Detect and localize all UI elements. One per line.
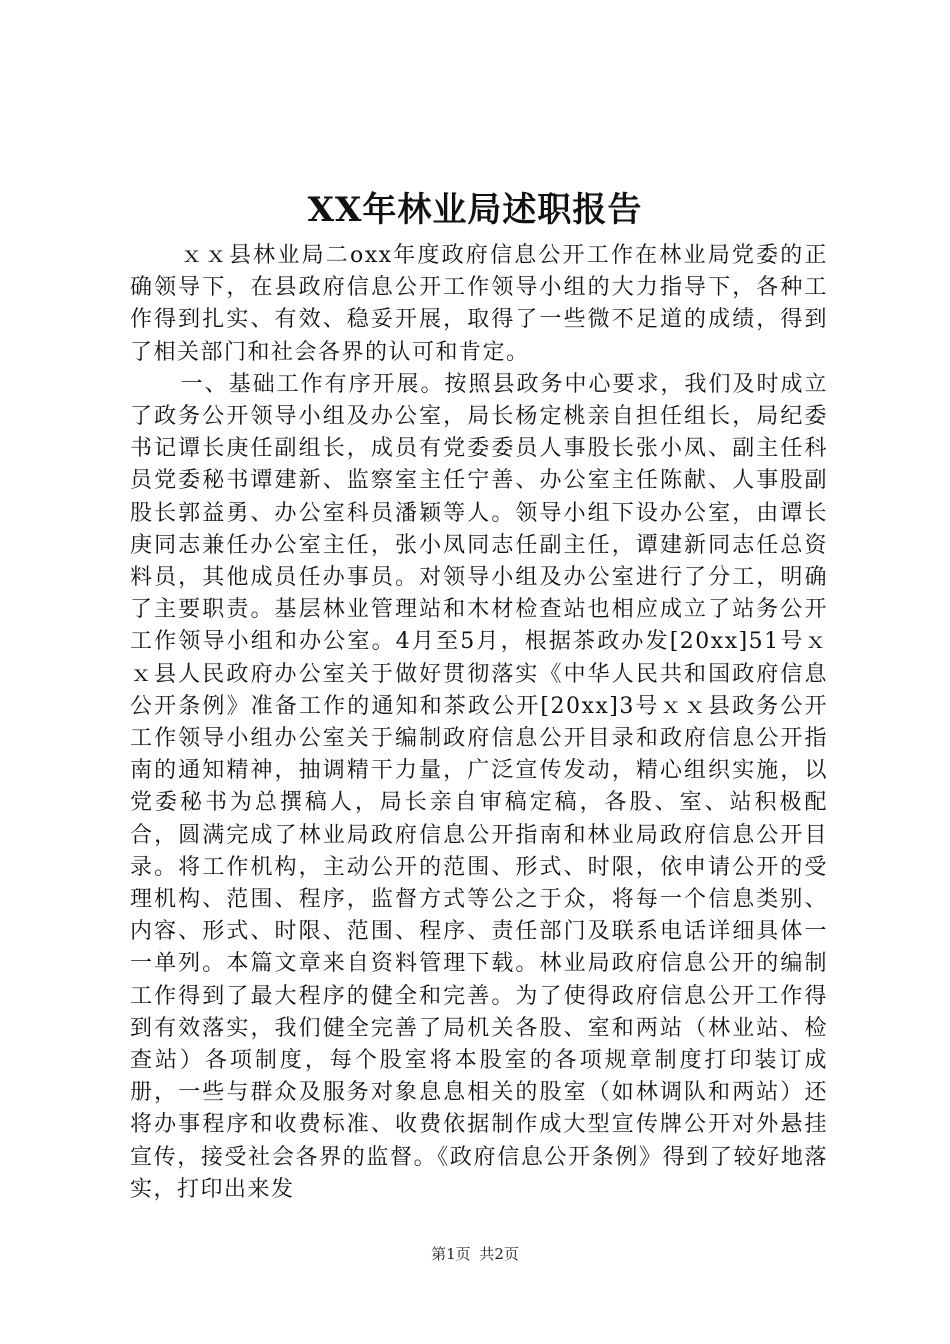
paragraph-section-one: 一、基础工作有序开展。按照县政务中心要求，我们及时成立了政务公开领导小组及办公室，局长杨定桃亲自担任组长，局纪委书记谭长庚任副组长，成员有党委委员人事股长张小凤、副主任科员党委秘书谭建新、监察室主任宁善、办公室主任陈献、人事股副股长郭益勇、办公室科员潘颖等人。领导小组下设办公室，由谭长庚同志兼任办公室主任，张小凤同志任副主任，谭建新同志任总资料员，其他成员任办事员。对领导小组及办公室进行了分工，明确了主要职责。基层林业管理站和木材检查站也相应成立了站务公开工作领导小组和办公室。4月至5月，根据茶政办发[20xx]51号ｘｘ县人民政府办公室关于做好贯彻落实《中华人民共和国政府信息公开条例》准备工作的通知和茶政公开[20xx]3号ｘｘ县政务公开工作领导小组办公室关于编制政府信息公开目录和政府信息公开指南的通知精神，抽调精干力量，广泛宣传发动，精心组织实施，以党委秘书为总撰稿人，局长亲自审稿定稿，各股、室、站积极配合，圆满完成了林业局政府信息公开指南和林业局政府信息公开目录。将工作机构，主动公开的范围、形式、时限，依申请公开的受理机构、范围、程序，监督方式等公之于众，将每一个信息类别、内容、形式、时限、范围、程序、责任部门及联系电话详细具体一一单列。本篇文章来自资料管理下载。林业局政府信息公开的编制工作得到了最大程序的健全和完善。为了使得政府信息公开工作得到有效落实，我们健全完善了局机关各股、室和两站（林业站、检查站）各项制度，每个股室将本股室的各项规章制度打印装订成册，一些与群众及服务对象息息相关的股室（如林调队和两站）还将办事程序和收费标准、收费依据制作成大型宣传牌公开对外悬挂宣传，接受社会各界的监督。《政府信息公开条例》得到了较好地落实，打印出来发	[130, 371, 828, 1202]
paragraph-intro: ｘｘ县林业局二oxx年度政府信息公开工作在林业局党委的正确领导下，在县政府信息公开工作领导小组的大力指导下，各种工作得到扎实、有效、稳妥开展，取得了一些微不足道的成绩，得到了相关部门和社会各界的认可和肯定。	[130, 243, 828, 365]
page-footer: 第1页 共2页	[431, 1245, 519, 1263]
document-body	[130, 240, 828, 1206]
document-title: XX年林业局述职报告	[307, 190, 643, 230]
